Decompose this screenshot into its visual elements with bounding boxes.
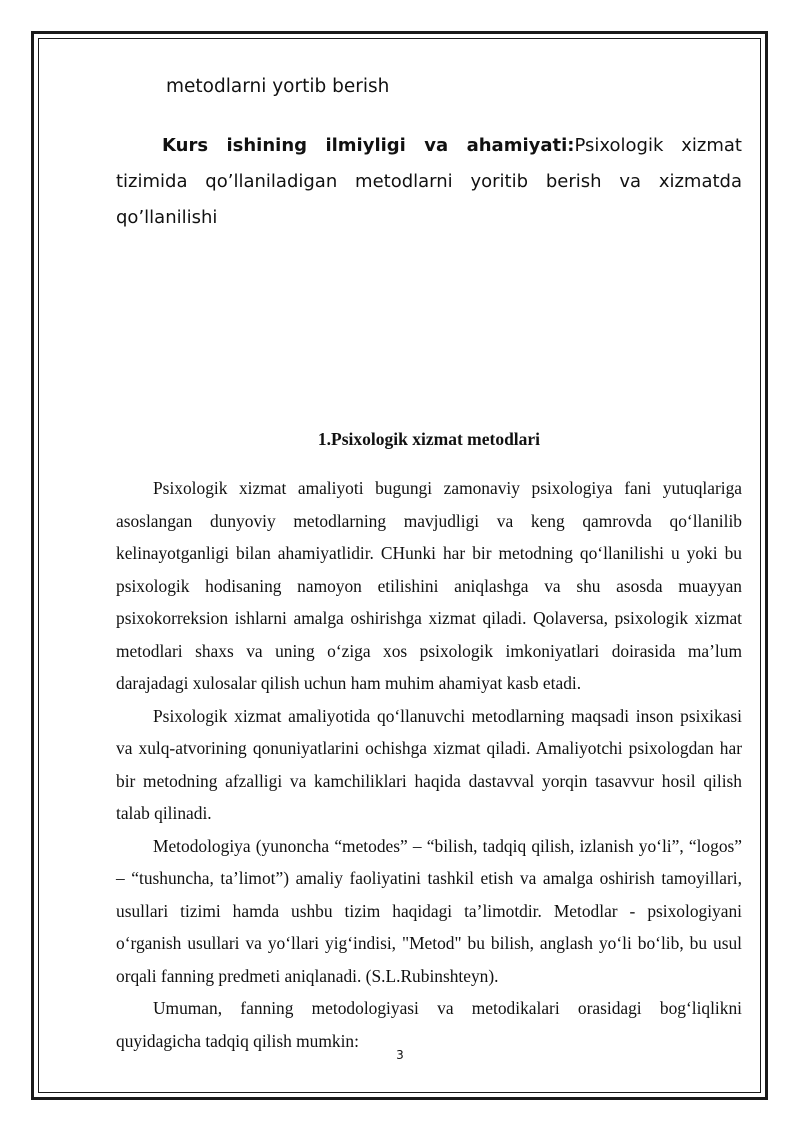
intro-paragraph — [116, 128, 742, 236]
paragraph: Umuman, fanning metodologiyasi va metodikalari orasidagi bog‘liqlikni quyidagicha tadqiq qilish mumkin: — [116, 998, 742, 1051]
section-heading: 1.Psixologik xizmat metodlari — [317, 429, 541, 449]
section-body — [116, 472, 742, 1057]
page-number: 3 — [396, 1048, 404, 1062]
intro-label: Kurs ishining ilmiyligi va ahamiyati: — [162, 135, 575, 156]
paragraph: Psixologik xizmat amaliyoti bugungi zamonaviy psixologiya fani yutuqlariga asoslangan dunyoviy metodlarning mavjudligi va keng qamrovda qo‘llanilib kelinayotganligi bilan ahamiyatlidir. CHunki har bir metodning qo‘llanilishi u yoki bu psixologik hodisaning namoyon etilishini aniqlashga va shu asosda muayyan psixokorreksion ishlarni amalga oshirishga xizmat qiladi. Qolaversa, psixologik xizmat metodlari shaxs va uning o‘ziga xos psixologik imkoniyatlari doirasida ma’lum darajadagi xulosalar qilish uchun ham muhim ahamiyat kasb etadi. — [116, 478, 742, 693]
paragraph: Metodologiya (yunoncha “metodes” – “bilish, tadqiq qilish, izlanish yo‘li”, “logos” – “tushuncha, ta’limot”) amaliy faoliyatini tashkil etish va amalga oshirish tamoyillari, usullari tizimi hamda ushbu tizim haqidagi ta’limotdir. Metodlar - psixologiyani o‘rganish usullari va yo‘llari yig‘indisi, "Metod" bu bilish, anglash yo‘li bo‘lib, bu usul orqali fanning predmeti aniqlanadi. (S.L.Rubinshteyn). — [116, 835, 742, 986]
paragraph: Psixologik xizmat amaliyotida qo‘llanuvchi metodlarning maqsadi inson psixikasi va xulq-atvorining qonuniyatlarini ochishga xizmat qiladi. Amaliyotchi psixologdan har bir metodning afzalligi va kamchiliklari haqida dastavval yorqin tasavvur hosil qilish talab qilinadi. — [116, 705, 742, 823]
intro-text: Psixologik xizmat tizimida qo’llaniladigan metodlarni yoritib berish va xizmatda qo’llanilishi — [116, 135, 742, 228]
top-line-text: metodlarni yortib berish — [166, 76, 390, 97]
